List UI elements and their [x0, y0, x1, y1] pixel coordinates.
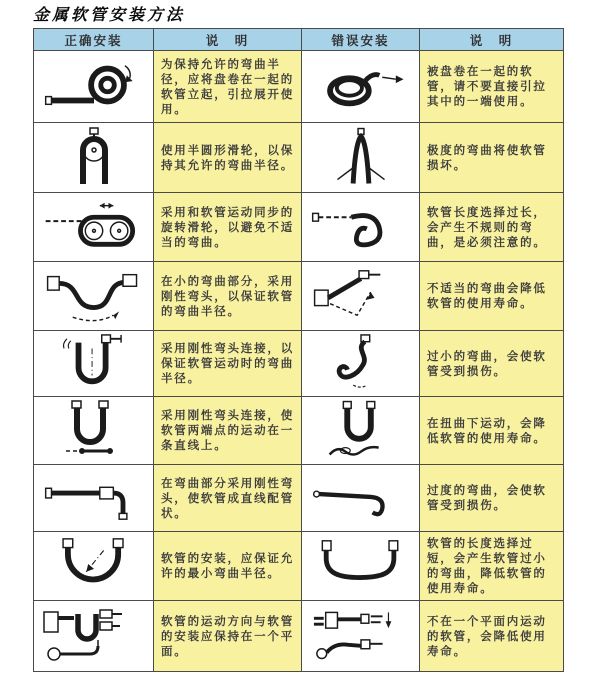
wrong-note-cell: 不在一个平面内运动的软管，会降低使用寿命。: [420, 601, 564, 672]
table-row: [34, 123, 564, 193]
header-wrong-note: 说 明: [420, 29, 564, 51]
correct-note-cell: 软管的运动方向与软管的安装应保持在一个平面。: [154, 601, 302, 672]
correct-note-cell: 在弯曲部分采用刚性弯头，使软管成直线配管状。: [154, 465, 302, 532]
wrong-illustration-cell: [302, 331, 420, 397]
overbent-end-icon: [310, 467, 412, 529]
rotating-pulleys-icon: [42, 196, 146, 258]
header-wrong-install: 错误安装: [302, 29, 420, 51]
correct-illustration-cell: [34, 601, 154, 672]
installation-guide-table: [33, 28, 564, 672]
coil-pulled-icon: [310, 56, 412, 118]
correct-note-cell: 采用刚性弯头连接，使软管两端点的运动在一条直线上。: [154, 397, 302, 465]
correct-note-cell: 在小的弯曲部分，采用刚性弯头，以保证软管的弯曲半径。: [154, 262, 302, 331]
wrong-illustration-cell: [302, 123, 420, 193]
table-row: [34, 465, 564, 532]
correct-note-cell: 为保持允许的弯曲半径，应将盘卷在一起的软管立起，引拉展开使用。: [154, 51, 302, 123]
wrong-illustration-cell: [302, 397, 420, 465]
table-row: [34, 193, 564, 262]
wrong-note-cell: 被盘卷在一起的软管，请不要直接引拉其中的一端使用。: [420, 51, 564, 123]
wrong-note-cell: 软管长度选择过长，会产生不规则的弯曲，是必须注意的。: [420, 193, 564, 262]
table-row: [34, 601, 564, 672]
header-row: [34, 29, 564, 51]
same-plane-assembly-icon: [42, 604, 146, 668]
wrong-illustration-cell: [302, 532, 420, 601]
page-title: 金属软管安装方法: [33, 5, 186, 24]
wrong-note-cell: 软管的长度选择过短，会产生软管过小的弯曲，降低软管的使用寿命。: [420, 532, 564, 601]
header-correct-install: 正确安装: [34, 29, 154, 51]
short-hose-icon: [310, 535, 412, 597]
table-row: [34, 331, 564, 397]
correct-illustration-cell: [34, 331, 154, 397]
wrong-illustration-cell: [302, 601, 420, 672]
correct-note-cell: 采用刚性弯头连接，以保证软管运动时的弯曲半径。: [154, 331, 302, 397]
correct-illustration-cell: [34, 532, 154, 601]
table-row: [34, 262, 564, 331]
wrong-illustration-cell: [302, 262, 420, 331]
coil-unrolled-icon: [42, 56, 146, 118]
correct-illustration-cell: [34, 193, 154, 262]
pulley-hose-icon: [42, 126, 146, 190]
wrong-note-cell: 极度的弯曲将使软管损坏。: [420, 123, 564, 193]
correct-illustration-cell: [34, 465, 154, 532]
header-correct-note: 说 明: [154, 29, 302, 51]
correct-illustration-cell: [34, 397, 154, 465]
correct-note-cell: 使用半圆形滑轮，以保持其允许的弯曲半径。: [154, 123, 302, 193]
wrong-note-cell: 过小的弯曲，会使软管受到损伤。: [420, 331, 564, 397]
u-bend-straight-line-icon: [42, 399, 146, 463]
out-of-plane-assembly-icon: [310, 604, 412, 668]
table-row: [34, 397, 564, 465]
correct-illustration-cell: [34, 51, 154, 123]
wrong-illustration-cell: [302, 465, 420, 532]
correct-note-cell: 软管的安装，应保证允许的最小弯曲半径。: [154, 532, 302, 601]
table-row: [34, 51, 564, 123]
extreme-bend-icon: [310, 126, 412, 190]
wrong-illustration-cell: [302, 51, 420, 123]
correct-illustration-cell: [34, 123, 154, 193]
table-row: [34, 532, 564, 601]
wrong-illustration-cell: [302, 193, 420, 262]
straight-run-elbow-icon: [42, 467, 146, 529]
twisted-motion-icon: [310, 399, 412, 463]
correct-note-cell: 采用和软管运动同步的旋转滑轮，以避免不适当的弯曲。: [154, 193, 302, 262]
wrong-note-cell: 在扭曲下运动，会降低软管的使用寿命。: [420, 397, 564, 465]
small-bend-hook-icon: [310, 333, 412, 395]
irregular-bend-icon: [310, 196, 412, 258]
u-bend-elbow-icon: [42, 333, 146, 395]
wrong-note-cell: 不适当的弯曲会降低软管的使用寿命。: [420, 262, 564, 331]
wrong-note-cell: 过度的弯曲，会使软管受到损伤。: [420, 465, 564, 532]
min-radius-u-icon: [42, 535, 146, 597]
correct-illustration-cell: [34, 262, 154, 331]
sharp-bend-icon: [310, 265, 412, 327]
rigid-elbow-s-curve-icon: [42, 265, 146, 327]
